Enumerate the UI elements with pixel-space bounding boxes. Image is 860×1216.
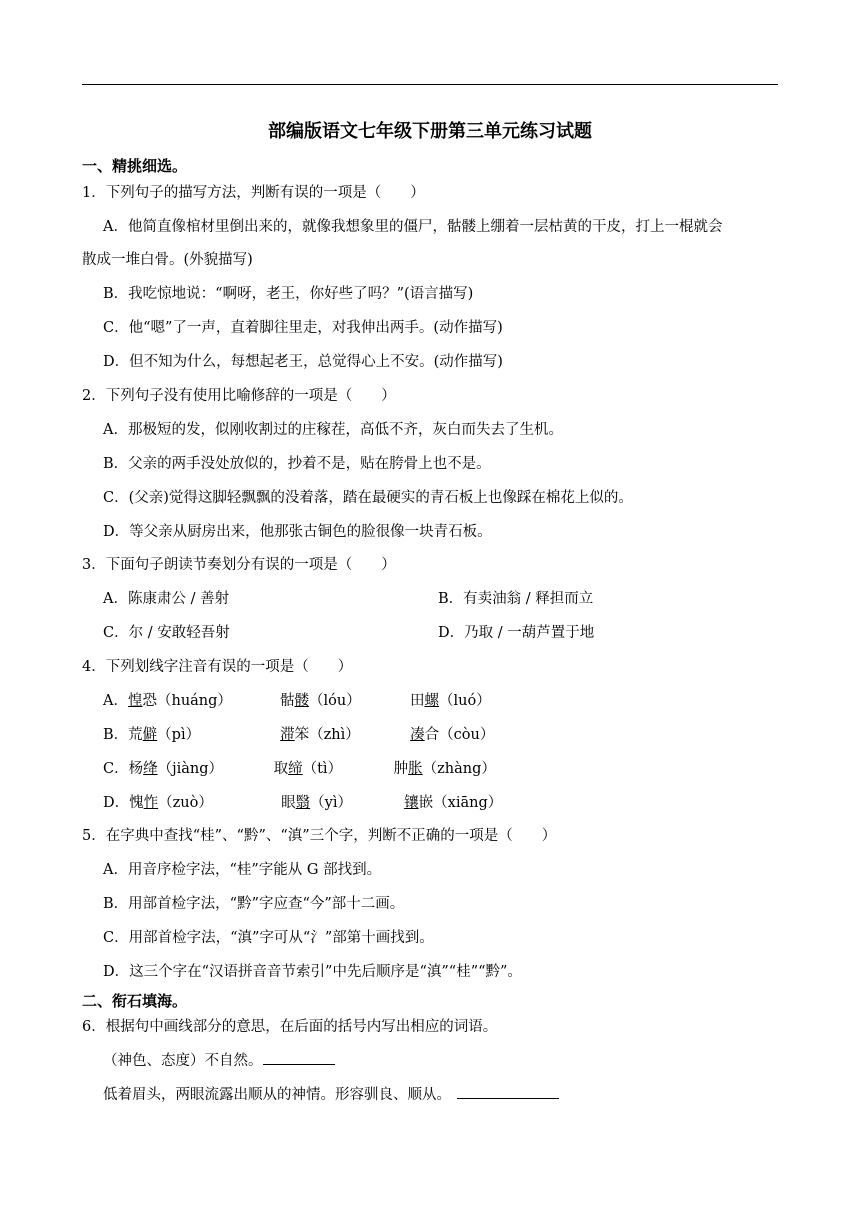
question-6-stem: 6．根据句中画线部分的意思，在后面的括号内写出相应的词语。: [82, 1019, 498, 1035]
question-3-option-c: C．尔 / 安敢轻吾射: [103, 625, 230, 641]
question-6-line-2: [103, 1084, 559, 1106]
question-5-option-d: D．这三个字在“汉语拼音音节索引”中先后顺序是“滇”“桂”“黔”。: [103, 964, 522, 980]
question-2-stem: 2．下列句子没有使用比喻修辞的一项是（ ）: [82, 388, 396, 404]
option-label: A．: [103, 693, 128, 709]
question-4-option-a: A．惶恐（huáng） 骷髅（lóu） 田螺（luó）: [103, 693, 491, 709]
underlined-char: 滞: [280, 727, 295, 743]
underlined-char: 胀: [408, 761, 423, 777]
question-4-option-c: C．杨绛（jiàng） 取缔（tì） 肿胀（zhàng）: [103, 761, 496, 777]
underlined-char: 凑: [410, 727, 425, 743]
question-4-option-b: B．荒僻（pì） 滞笨（zhì） 凑合（còu）: [103, 727, 495, 743]
header-rule: [82, 84, 778, 85]
question-2-option-a: A．那极短的发，似刚收割过的庄稼茬，高低不齐，灰白而失去了生机。: [103, 422, 563, 438]
question-3-option-a: A．陈康肃公 / 善射: [103, 591, 230, 607]
question-2-option-d: D．等父亲从厨房出来，他那张古铜色的脸很像一块青石板。: [103, 524, 492, 540]
question-5-option-a: A．用音序检字法，“桂”字能从 G 部找到。: [103, 862, 382, 878]
option-label: B．: [103, 727, 129, 743]
question-5-option-b: B．用部首检字法，“黔”字应查“今”部十二画。: [103, 896, 405, 912]
page-title: 部编版语文七年级下册第三单元练习试题: [268, 121, 592, 142]
option-label: D．: [103, 795, 130, 811]
answer-blank-1[interactable]: [263, 1050, 335, 1065]
question-1-option-a: A．他简直像棺材里倒出来的，就像我想象里的僵尸，骷髅上绷着一层枯黄的干皮，打上一棍就会: [103, 219, 723, 235]
answer-blank-2[interactable]: [457, 1084, 559, 1099]
question-2-option-c: C．(父亲)觉得这脚轻飘飘的没着落，踏在最硬实的青石板上也像踩在棉花上似的。: [103, 490, 633, 506]
question-4-option-d: D．愧怍（zuò） 眼翳（yì） 镶嵌（xiāng）: [103, 795, 503, 811]
question-3-option-b: B．有卖油翁 / 释担而立: [438, 591, 594, 607]
underlined-char: 翳: [295, 795, 311, 811]
section-heading-2: 二、衔石填海。: [82, 992, 188, 1010]
question-1-option-a-cont: 散成一堆白骨。(外貌描写): [82, 252, 253, 268]
question-4-stem: 4．下列划线字注音有误的一项是（ ）: [82, 659, 353, 675]
question-6-prompt-2: 低着眉头，两眼流露出顺从的神情。形容驯良、顺从。: [103, 1087, 451, 1103]
underlined-char: 缔: [288, 761, 303, 777]
underlined-char: 惶: [127, 693, 143, 709]
option-label: C．: [103, 761, 129, 777]
question-1-stem: 1．下列句子的描写方法，判断有误的一项是（ ）: [82, 185, 425, 201]
section-heading-1: 一、精挑细选。: [82, 157, 188, 175]
underlined-char: 镶: [404, 795, 419, 811]
question-6-prompt-1: （神色、态度）不自然。: [103, 1053, 263, 1069]
question-3-option-d: D．乃取 / 一葫芦置于地: [438, 625, 595, 641]
question-5-stem: 5．在字典中查找“桂”、“黔”、“滇”三个字，判断不正确的一项是（ ）: [82, 828, 557, 844]
question-1-option-d: D．但不知为什么，每想起老王，总觉得心上不安。(动作描写): [103, 354, 503, 370]
question-3-stem: 3．下面句子朗读节奏划分有误的一项是（ ）: [82, 557, 396, 573]
question-1-option-b: B．我吃惊地说：“啊呀，老王，你好些了吗？”(语言描写): [103, 286, 474, 302]
underlined-char: 髅: [294, 693, 309, 709]
underlined-char: 怍: [143, 795, 159, 811]
question-1-option-c: C．他“嗯”了一声，直着脚往里走，对我伸出两手。(动作描写): [103, 320, 503, 336]
question-5-option-c: C．用部首检字法，“滇”字可从“氵”部第十画找到。: [103, 930, 434, 946]
underlined-char: 绛: [143, 761, 158, 777]
underlined-char: 螺: [424, 693, 439, 709]
question-6-line-1: [103, 1050, 335, 1072]
question-2-option-b: B．父亲的两手没处放似的，抄着不是，贴在胯骨上也不是。: [103, 456, 491, 472]
underlined-char: 僻: [142, 727, 158, 743]
